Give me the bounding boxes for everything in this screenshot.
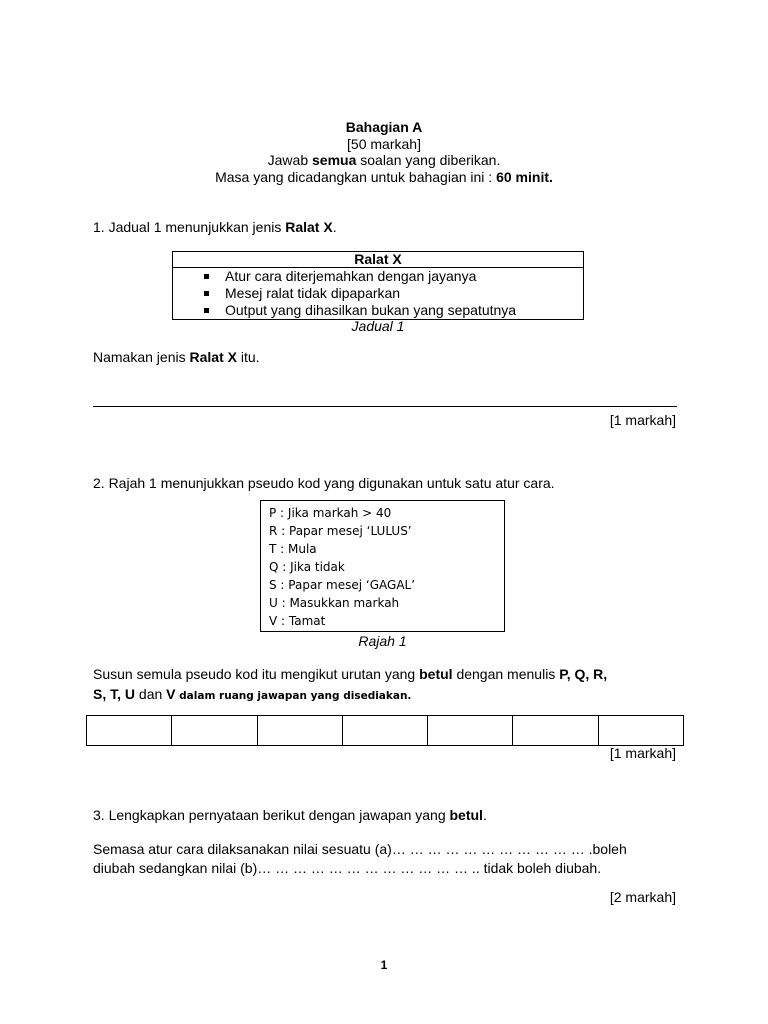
q1-stem: 1. Jadual 1 menunjukkan jenis Ralat X. <box>93 219 337 235</box>
figure-caption: Rajah 1 <box>358 633 407 649</box>
answer-cell[interactable] <box>599 716 683 745</box>
answer-cell[interactable] <box>172 716 257 745</box>
q3-stem: 3. Lengkapkan pernyataan berikut dengan jawapan yang betul. <box>93 807 487 823</box>
table-caption: Jadual 1 <box>351 318 405 334</box>
q1-marks: [1 markah] <box>609 412 676 428</box>
page-number: 1 <box>380 958 388 972</box>
pseudo-line: U : Masukkan markah <box>269 596 400 610</box>
pseudo-line: R : Papar mesej ‘LULUS’ <box>269 524 412 538</box>
pseudo-code-box <box>260 500 505 632</box>
answer-cell[interactable] <box>87 716 172 745</box>
answer-cell[interactable] <box>258 716 343 745</box>
pseudo-line: T : Mula <box>269 542 317 556</box>
answer-cell[interactable] <box>513 716 598 745</box>
pseudo-line: V : Tamat <box>269 614 326 628</box>
square-bullet-icon <box>204 274 209 279</box>
q3-line: Semasa atur cara dilaksanakan nilai sesuatu (a)… … … … … … … … … … … .boleh <box>93 841 627 857</box>
square-bullet-icon <box>204 308 209 313</box>
table-header: Ralat X <box>173 252 583 268</box>
q3-statement <box>93 840 627 878</box>
q3-marks: [2 markah] <box>609 889 676 905</box>
pseudo-line: S : Papar mesej ‘GAGAL’ <box>269 578 416 592</box>
list-item: Atur cara diterjemahkan dengan jayanya <box>173 268 583 285</box>
pseudo-line: Q : Jika tidak <box>269 560 345 574</box>
q2-stem: 2. Rajah 1 menunjukkan pseudo kod yang digunakan untuk satu atur cara. <box>93 475 555 491</box>
q3-line: diubah sedangkan nilai (b)… … … … … … … … … … … … .. tidak boleh diubah. <box>93 860 602 876</box>
answer-grid <box>86 715 684 746</box>
answer-cell[interactable] <box>343 716 428 745</box>
list-item: Mesej ralat tidak dipaparkan <box>173 285 583 302</box>
section-instruction: Jawab semua soalan yang diberikan. <box>267 152 501 168</box>
pseudo-line: P : Jika markah > 40 <box>269 506 392 520</box>
section-marks: [50 markah] <box>347 136 421 152</box>
list-item: Output yang dihasilkan bukan yang sepatutnya <box>173 302 583 319</box>
q1-answer-line[interactable] <box>93 406 677 407</box>
answer-cell[interactable] <box>428 716 513 745</box>
q2-ask: Susun semula pseudo kod itu mengikut urutan yang betul dengan menulis P, Q, R, S, T, U dan V dalam ruang jawapan yang disediakan. <box>93 666 608 702</box>
q2-marks: [1 markah] <box>609 745 676 761</box>
q1-ask: Namakan jenis Ralat X itu. <box>93 349 260 365</box>
square-bullet-icon <box>204 291 209 296</box>
table-ralat-x <box>172 251 584 320</box>
section-time: Masa yang dicadangkan untuk bahagian ini : 60 minit. <box>215 169 553 185</box>
section-title: Bahagian A <box>345 119 423 135</box>
